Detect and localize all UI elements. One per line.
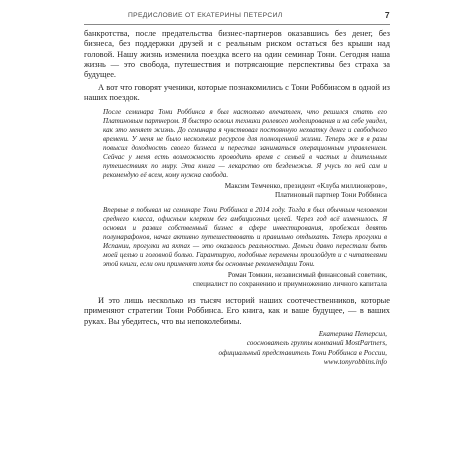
testimonial-2-role: специалист по сохранению и приумножению личного капитала bbox=[192, 280, 387, 289]
testimonial-1-author: Максим Темченко, президент «Клуба миллионеров», bbox=[224, 182, 387, 190]
signature-name: Екатерина Петерсил, bbox=[318, 330, 387, 338]
lead-paragraph: А вот что говорят ученики, которые познакомились с Тони Роббинсом в одной из наших поездок. bbox=[84, 83, 390, 103]
lead-section bbox=[84, 83, 390, 104]
running-head-title: ПРЕДИСЛОВИЕ ОТ ЕКАТЕРИНЫ ПЕТЕРСИЛ bbox=[128, 12, 283, 19]
testimonial-2 bbox=[103, 206, 387, 269]
closing-paragraph: И это лишь несколько из тысяч историй наших соотечественников, которые применяют стратегии Тони Роббинса. Его книга, как и ваше будущее, — в ваших руках. Вы убедитесь, что вы непоколебимы. bbox=[84, 296, 390, 326]
testimonial-2-author: Роман Томкин, независимый финансовый советник, bbox=[227, 271, 387, 279]
signature-website: www.tonyrobbins.info bbox=[323, 357, 387, 366]
testimonial-1-role: Платиновый партнер Тони Роббинса bbox=[275, 191, 387, 200]
testimonial-1-text: После семинара Тони Роббинса я был настолько впечатлен, что решился стать его Платиновым партнером. Я быстро освоил техники ролевого моделирования и на себе увидел, как это меняет жизнь. До семинара я чувствовал постоянную нехватку денег и свободного времени. У меня не было нескольких ресурсов для полноценной жизни. Теперь же я в разы повысил доходность своего бизнеса и перестал заниматься операционным управлением. Сейчас у меня есть возможность проводить время с семьей в частых и длительных путешествиях по миру. Эта книга — лекарство от безденежья. Я учусь по ней сам и рекомендую её всем, кому нужна свобода. bbox=[103, 108, 387, 180]
intro-paragraph: банкротства, после предательства бизнес-партнеров оказавшись без денег, без бизнеса, без поддержки друзей и с реальным риском остаться без крыши над головой. Нашу жизнь изменила поездка всего на один семинар Тони. Сегодня наша жизнь — это свобода, путешествия и потрясающие перспективы без страха за будущее. bbox=[84, 29, 390, 80]
testimonial-2-text: Впервые я побывал на семинаре Тони Роббинса в 2014 году. Тогда я был обычным человеком среднего класса, офисным клерком без амбициозных целей. Через год всё изменилось. Я основал и развил собственный бизнес в сфере инвестирования, пробежал девять полумарафонов, начал активно путешествовать и правильно отдыхать. Теперь прогулки в Испании, прогулки на яхтах — это оказалось реальностью. Деньги давно перестали быть моей целью и головной болью. Гарантирую, подобные перемены произойдут и с читателями этой книги, если они применят хотя бы основные рекомендации Тони. bbox=[103, 206, 387, 269]
closing-signature bbox=[103, 330, 387, 367]
signature-line-1: сооснователь группы компаний MostPartners, bbox=[246, 339, 387, 348]
testimonial-1 bbox=[103, 108, 387, 180]
header-rule bbox=[84, 24, 390, 25]
running-head bbox=[84, 11, 390, 24]
testimonial-1-signature bbox=[103, 182, 387, 201]
testimonial-2-signature bbox=[103, 271, 387, 290]
intro-section bbox=[84, 29, 390, 80]
closing-section bbox=[84, 296, 390, 327]
signature-line-2: официальный представитель Тони Роббинса в России, bbox=[218, 348, 387, 357]
page-number: 7 bbox=[384, 10, 390, 20]
